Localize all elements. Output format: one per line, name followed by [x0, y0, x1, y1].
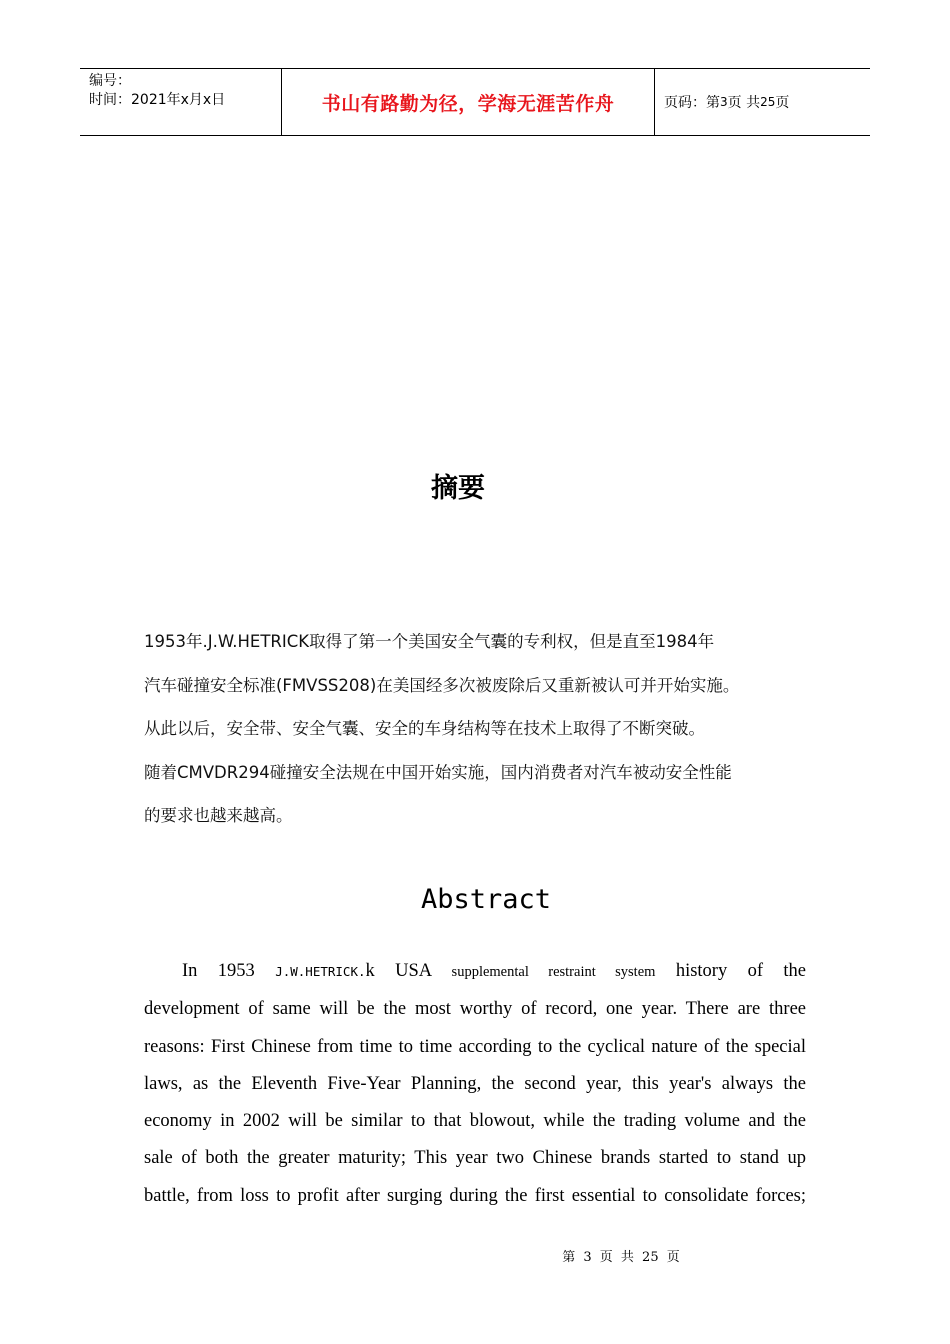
- header-page-cell: [655, 69, 870, 135]
- abstract-cn-line: 从此以后，安全带、安全气囊、安全的车身结构等在技术上取得了不断突破。: [144, 719, 705, 738]
- abstract-en-line-part: k USA: [365, 961, 432, 981]
- page-footer: 第 3 页 共 25 页: [562, 1250, 680, 1265]
- page-suffix: 页: [775, 95, 790, 111]
- abstract-cn-body: [144, 620, 814, 838]
- abstract-en-body: [144, 953, 806, 1215]
- abstract-en-line: battle, from loss to profit after surging during the first essential to consolidate forces;: [144, 1185, 806, 1206]
- abstract-en-line: reasons: First Chinese from time to time according to the cyclical nature of the special: [144, 1036, 806, 1057]
- abstract-en-line-part: In 1953: [182, 961, 255, 981]
- abstract-en-line-part: supplemental restraint system: [451, 964, 656, 980]
- document-number-label: 编号：: [89, 73, 131, 89]
- page-current: 3: [720, 95, 728, 109]
- abstract-en-line: development of same will be the most worthy of record, one year. There are three: [144, 999, 806, 1020]
- abstract-cn-line: 1953年.J.W.HETRICK取得了第一个美国安全气囊的专利权，但是直至1984年: [144, 632, 715, 651]
- abstract-en-first-line: [144, 953, 806, 991]
- abstract-en-line: laws, as the Eleventh Five-Year Planning, the second year, this year's always the: [144, 1073, 806, 1094]
- header-motto: 书山有路勤为径，学海无涯苦作舟: [321, 92, 615, 115]
- abstract-en-line-part: history of the: [675, 961, 807, 981]
- header-motto-cell: [282, 69, 655, 135]
- abstract-cn-title: 摘要: [431, 473, 485, 504]
- abstract-cn-line: 汽车碰撞安全标准(FMVSS208)在美国经多次被废除后又重新被认可并开始实施。: [144, 675, 740, 695]
- abstract-en-line: sale of both the greater maturity; This year two Chinese brands started to stand up: [144, 1148, 806, 1169]
- page-total: 25: [760, 95, 776, 109]
- abstract-en-line: economy in 2002 will be similar to that blowout, while the trading volume and the: [144, 1111, 806, 1132]
- page-prefix: 页码：第: [664, 95, 720, 111]
- document-time-label: 时间：2021年x月x日: [89, 92, 226, 108]
- document-header: [80, 68, 870, 136]
- page-mid: 页 共: [727, 95, 761, 111]
- abstract-cn-line: 随着CMVDR294碰撞安全法规在中国开始实施，国内消费者对汽车被动安全性能: [144, 762, 732, 782]
- abstract-en-title: Abstract: [420, 884, 552, 915]
- header-meta-cell: [80, 69, 282, 135]
- abstract-cn-line: 的要求也越来越高。: [144, 806, 293, 825]
- abstract-en-line-part: J.W.HETRICK.: [275, 964, 366, 979]
